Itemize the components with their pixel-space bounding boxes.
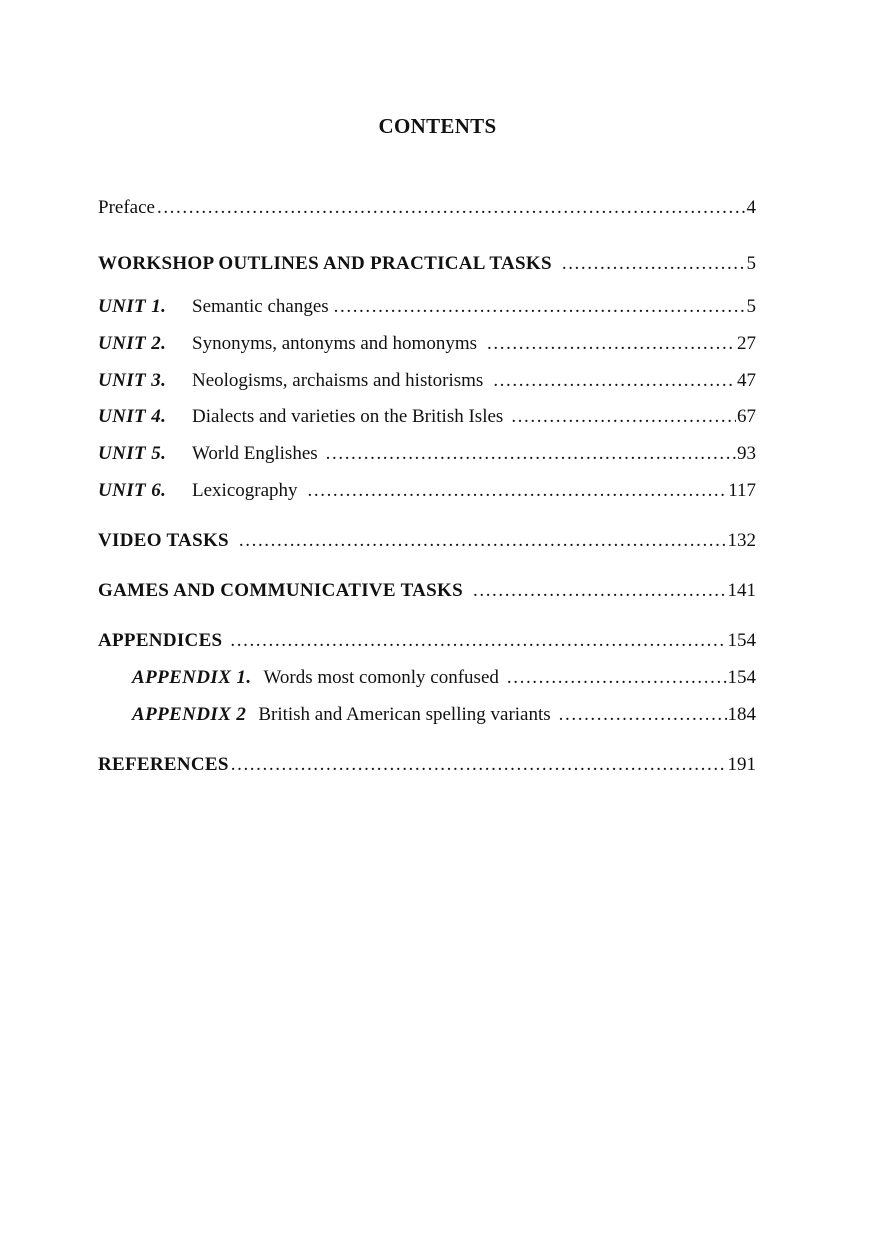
toc-entry-text: Preface <box>98 197 155 218</box>
toc-entry-text: Lexicography <box>192 480 298 501</box>
dot-leader <box>334 294 746 320</box>
dot-leader <box>157 195 746 221</box>
toc-page-number: 93 <box>737 443 756 464</box>
toc-entry-text: Words most comonly confused <box>263 667 499 688</box>
toc-entry-text: Neologisms, archaisms and historisms <box>192 370 484 391</box>
dot-leader <box>308 478 728 504</box>
toc-entry-unit-3[interactable] <box>98 368 756 394</box>
dot-leader <box>559 702 727 728</box>
unit-label: UNIT 6. <box>98 480 167 501</box>
dot-leader <box>562 251 746 277</box>
toc-entry-games[interactable] <box>98 578 756 604</box>
toc-entry-text: Dialects and varieties on the British Isles <box>192 406 504 427</box>
toc-entry-unit-6[interactable] <box>98 478 756 504</box>
unit-label: UNIT 3. <box>98 370 167 391</box>
toc-page-number: 191 <box>727 754 756 775</box>
toc-entry-unit-4[interactable] <box>98 404 756 430</box>
toc-page-number: 5 <box>746 296 756 317</box>
toc-entry-text: Semantic changes <box>192 296 329 317</box>
dot-leader <box>507 665 727 691</box>
toc-page-number: 4 <box>746 197 756 218</box>
unit-label: UNIT 5. <box>98 443 167 464</box>
toc-page-number: 154 <box>727 630 756 651</box>
toc-entry-appendix-2[interactable] <box>132 702 756 728</box>
toc-entry-text: APPENDICES <box>98 630 223 651</box>
toc-entry-text: GAMES AND COMMUNICATIVE TASKS <box>98 580 463 601</box>
unit-label: UNIT 4. <box>98 406 167 427</box>
toc-page-number: 5 <box>746 253 756 274</box>
toc-entry-text: VIDEO TASKS <box>98 530 229 551</box>
toc-entry-text: WORKSHOP OUTLINES AND PRACTICAL TASKS <box>98 253 552 274</box>
toc-entry-text: Synonyms, antonyms and homonyms <box>192 333 478 354</box>
unit-label: UNIT 1. <box>98 296 167 317</box>
dot-leader <box>511 404 736 430</box>
toc-page-number: 27 <box>737 333 756 354</box>
toc-entry-references[interactable] <box>98 752 756 778</box>
toc-page-number: 67 <box>737 406 756 427</box>
toc-entry-unit-1[interactable] <box>98 294 756 320</box>
dot-leader <box>231 752 727 778</box>
dot-leader <box>239 528 727 554</box>
dot-leader <box>230 628 726 654</box>
toc-entry-workshop[interactable] <box>98 251 756 277</box>
unit-label: UNIT 2. <box>98 333 167 354</box>
toc-entry-unit-2[interactable] <box>98 331 756 357</box>
dot-leader <box>473 578 727 604</box>
toc-entry-appendix-1[interactable] <box>132 665 756 691</box>
toc-entry-video-tasks[interactable] <box>98 528 756 554</box>
toc-page-number: 184 <box>727 704 756 725</box>
page-title: CONTENTS <box>378 114 497 138</box>
dot-leader <box>326 441 736 467</box>
appendix-label: APPENDIX 1. <box>132 667 252 688</box>
toc-entry-preface[interactable] <box>98 195 756 221</box>
dot-leader <box>487 331 736 357</box>
appendix-label: APPENDIX 2 <box>132 704 247 725</box>
dot-leader <box>493 368 736 394</box>
toc-entry-appendices[interactable] <box>98 628 756 654</box>
toc-page-number: 132 <box>727 530 756 551</box>
toc-page-number: 117 <box>728 480 756 501</box>
toc-entry-unit-5[interactable] <box>98 441 756 467</box>
toc-entry-text: REFERENCES <box>98 754 229 775</box>
toc-page-number: 154 <box>727 667 756 688</box>
toc-entry-text: British and American spelling variants <box>258 704 551 725</box>
toc-page-number: 141 <box>727 580 756 601</box>
toc-entry-text: World Englishes <box>192 443 318 464</box>
toc-page-number: 47 <box>737 370 756 391</box>
